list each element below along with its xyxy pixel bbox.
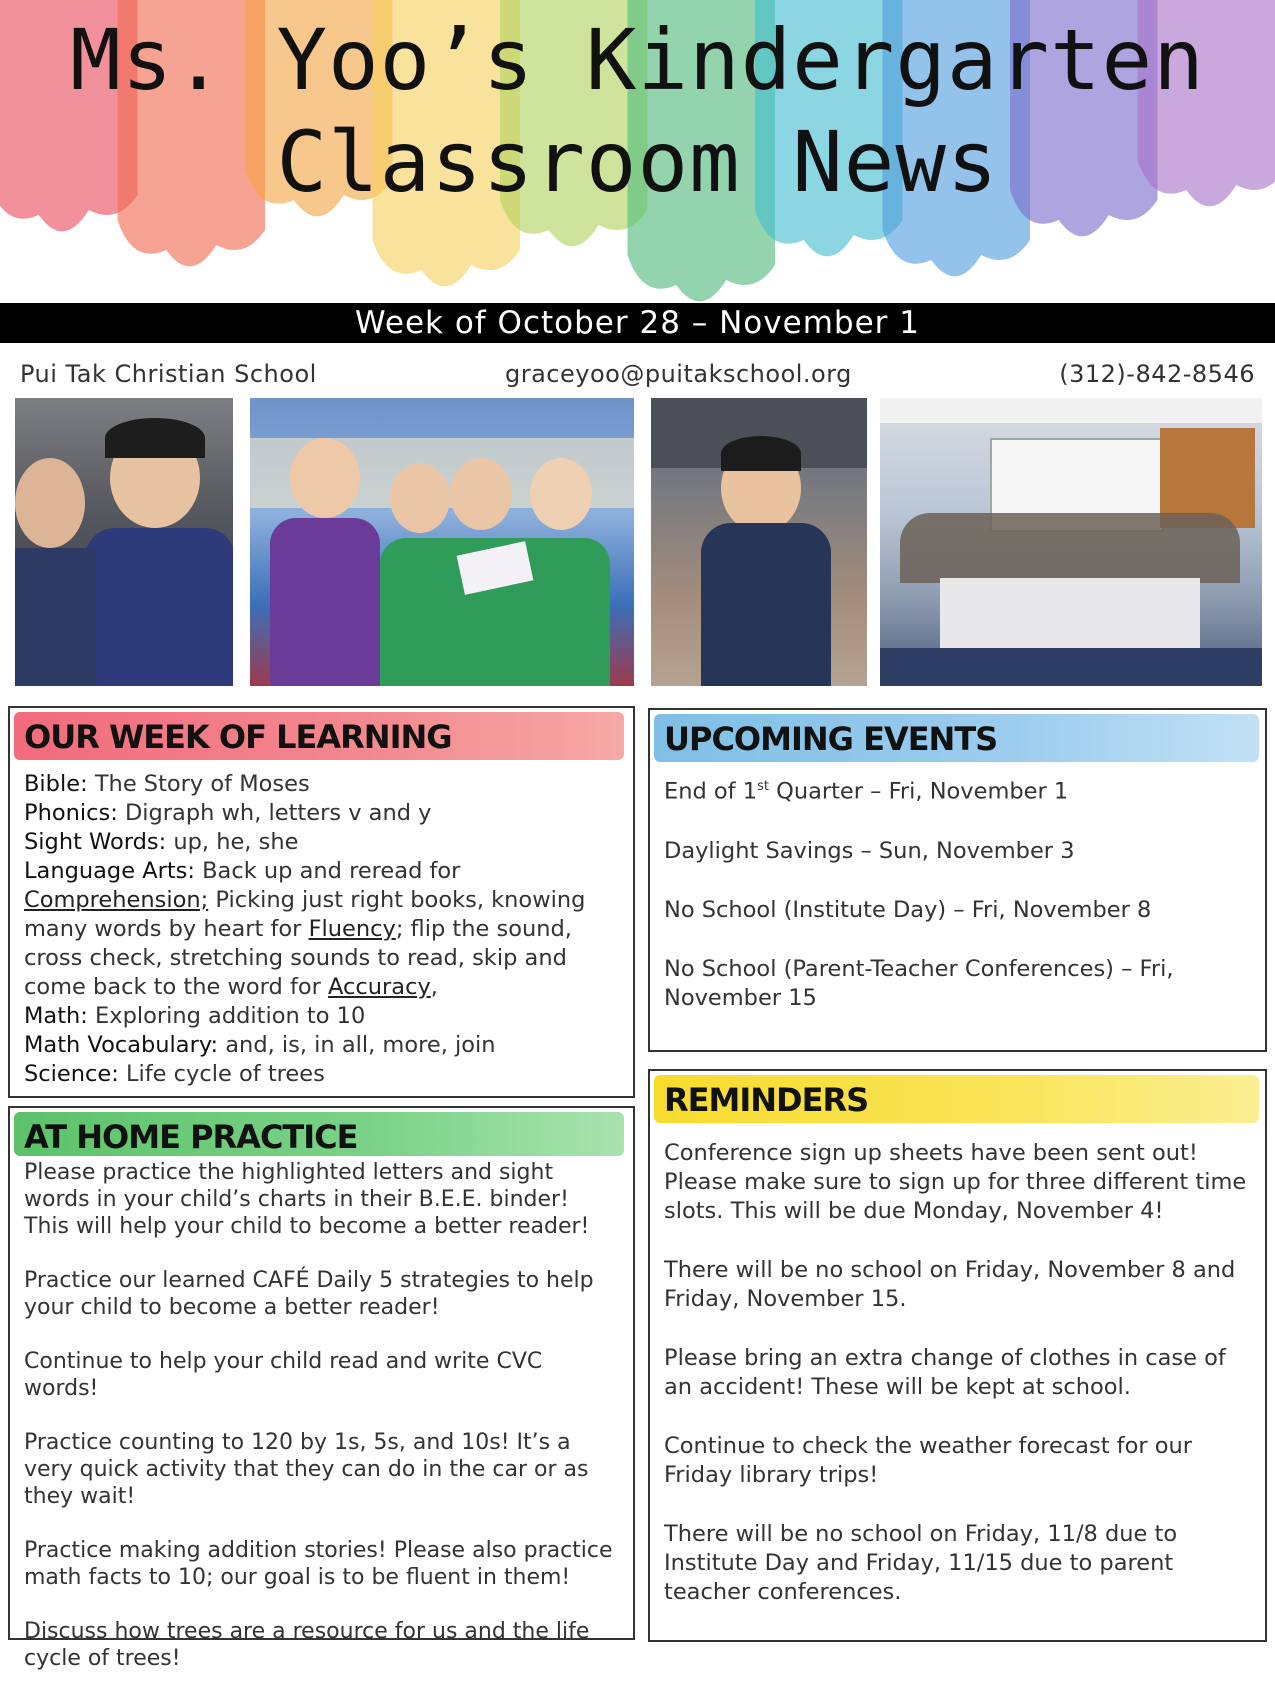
home-body	[24, 1159, 619, 1699]
sight-words-label: Sight Words:	[24, 829, 166, 855]
teacher-email[interactable]: graceyoo@puitakschool.org	[505, 360, 852, 388]
reminder-item: There will be no school on Friday, November 8 and Friday, November 15.	[664, 1256, 1251, 1314]
home-item: Continue to help your child read and write CVC words!	[24, 1348, 619, 1402]
phonics-text: Digraph wh, letters v and y	[125, 800, 432, 826]
learning-bible	[24, 770, 619, 799]
newsletter-title-line-1: Ms. Yoo’s Kindergarten	[0, 18, 1275, 102]
home-item: Practice counting to 120 by 1s, 5s, and 10s! It’s a very quick activity that they can do in the car or as they wait!	[24, 1429, 619, 1510]
math-text: Exploring addition to 10	[95, 1003, 365, 1029]
home-item: Practice making addition stories! Please also practice math facts to 10; our goal is to be fluent in them!	[24, 1537, 619, 1591]
language-arts-label: Language Arts:	[24, 858, 195, 884]
home-item: Please practice the highlighted letters and sight words in your child’s charts in their B.E.E. binder! This will help your child to become a better reader!	[24, 1159, 619, 1240]
learning-sight-words	[24, 828, 619, 857]
bible-label: Bible:	[24, 771, 88, 797]
learning-math	[24, 1002, 619, 1031]
learning-language-arts	[24, 857, 619, 1002]
learning-phonics	[24, 799, 619, 828]
math-vocabulary-text: and, is, in all, more, join	[225, 1032, 495, 1058]
event-quarter-text: End of 1	[664, 779, 757, 805]
math-vocabulary-label: Math Vocabulary:	[24, 1032, 218, 1058]
language-arts-text-4: ,	[431, 974, 438, 1000]
photo-girls-classroom	[250, 398, 634, 686]
science-label: Science:	[24, 1061, 119, 1087]
photo-class-group	[880, 398, 1262, 686]
event-item: No School (Institute Day) – Fri, November 8	[664, 896, 1251, 925]
event-quarter-ordinal: st	[757, 779, 769, 794]
language-arts-text-1: Back up and reread for	[202, 858, 460, 884]
learning-math-vocabulary	[24, 1031, 619, 1060]
event-item: No School (Parent-Teacher Conferences) – Fri, November 15	[664, 955, 1251, 1013]
event-quarter-date: Quarter – Fri, November 1	[769, 779, 1068, 805]
home-heading: AT HOME PRACTICE	[24, 1118, 358, 1156]
events-heading: UPCOMING EVENTS	[664, 720, 997, 758]
learning-body	[24, 770, 619, 1089]
reminders-section	[648, 1069, 1267, 1642]
event-item: Daylight Savings – Sun, November 3	[664, 837, 1251, 866]
fluency-term: Fluency	[309, 916, 396, 942]
reminders-heading: REMINDERS	[664, 1081, 868, 1119]
science-text: Life cycle of trees	[126, 1061, 325, 1087]
photo-boy-sidewalk	[651, 398, 867, 686]
accuracy-term: Accuracy	[328, 974, 431, 1000]
sight-words-text: up, he, she	[173, 829, 298, 855]
school-name: Pui Tak Christian School	[20, 360, 317, 388]
event-item	[664, 772, 1251, 807]
upcoming-events-section	[648, 708, 1267, 1052]
reminder-item: Continue to check the weather forecast for our Friday library trips!	[664, 1432, 1251, 1490]
photo-boy-outdoors	[15, 398, 233, 686]
learning-section	[8, 706, 635, 1098]
learning-science	[24, 1060, 619, 1089]
reminder-item: Please bring an extra change of clothes in case of an accident! These will be kept at school.	[664, 1344, 1251, 1402]
math-label: Math:	[24, 1003, 88, 1029]
comprehension-term: Comprehension;	[24, 887, 208, 913]
reminder-item: There will be no school on Friday, 11/8 due to Institute Day and Friday, 11/15 due to parent teacher conferences.	[664, 1520, 1251, 1607]
week-label: Week of October 28 – November 1	[0, 303, 1275, 343]
language-arts-text-2: Picking just right books, knowing many words by heart for	[24, 887, 585, 942]
home-item: Practice our learned CAFÉ Daily 5 strategies to help your child to become a better reader!	[24, 1267, 619, 1321]
reminders-body	[664, 1139, 1251, 1637]
newsletter-title-line-2: Classroom News	[0, 120, 1275, 204]
home-item: Discuss how trees are a resource for us and the life cycle of trees!	[24, 1618, 619, 1672]
home-practice-section	[8, 1106, 635, 1640]
header-banner	[0, 0, 1275, 305]
week-bar	[0, 303, 1275, 343]
school-phone[interactable]: (312)-842-8546	[1059, 360, 1255, 388]
learning-heading: OUR WEEK OF LEARNING	[24, 718, 452, 756]
events-body	[664, 772, 1251, 1043]
language-arts-text-3: ; flip the sound, cross check, stretching sounds to read, skip and come back to the word for	[24, 916, 572, 1000]
bible-text: The Story of Moses	[95, 771, 310, 797]
phonics-label: Phonics:	[24, 800, 118, 826]
reminder-item: Conference sign up sheets have been sent out! Please make sure to sign up for three different time slots. This will be due Monday, November 4!	[664, 1139, 1251, 1226]
